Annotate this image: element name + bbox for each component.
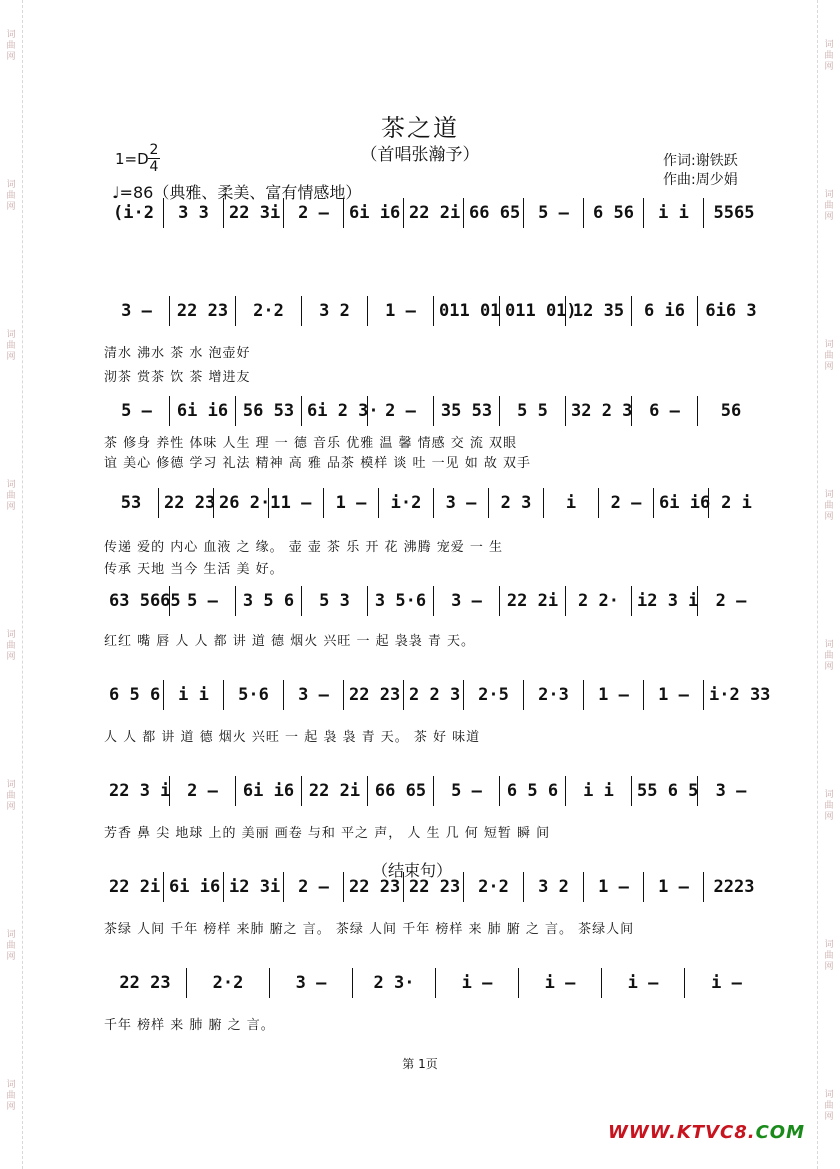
notation-line bbox=[104, 488, 768, 522]
measure: 5 – bbox=[524, 198, 584, 228]
lyric-line: 芳香 鼻 尖 地球 上的 美丽 画卷 与和 平之 声， 人 生 几 何 短暂 瞬 间 bbox=[104, 826, 551, 841]
measure: 2 – bbox=[170, 776, 236, 806]
measure: 6 5 6 bbox=[104, 680, 164, 710]
measure: 22 23 bbox=[344, 872, 404, 902]
measure: 2 3· bbox=[353, 968, 436, 998]
measure: 6 56 bbox=[584, 198, 644, 228]
lyric-line: 千年 榜样 来 肺 腑 之 言。 bbox=[104, 1018, 275, 1033]
measure: i·2 33 bbox=[709, 685, 771, 705]
lyric-line: 沏茶 赏茶 饮 茶 增进友 bbox=[104, 370, 251, 385]
measure: 3 2 bbox=[524, 872, 584, 902]
measure: 6i i6 bbox=[344, 198, 404, 228]
watermark-text: 词曲网 bbox=[6, 630, 16, 662]
measure: 22 2i bbox=[500, 586, 566, 616]
lyric-line: 红红 嘴 唇 人 人 都 讲 道 德 烟火 兴旺 一 起 袅袅 青 天。 bbox=[104, 634, 475, 649]
measure: 3 2 bbox=[302, 296, 368, 326]
measure: 56 53 bbox=[236, 396, 302, 426]
notation-line bbox=[104, 296, 768, 330]
measure: 3 – bbox=[270, 968, 353, 998]
measure: 1 – bbox=[584, 680, 644, 710]
measure: i2 3 i bbox=[632, 586, 698, 616]
measure: 63 5665 bbox=[104, 586, 170, 616]
lyricist-credit: 作词:谢铁跃 bbox=[663, 153, 738, 169]
measure: 22 2i bbox=[302, 776, 368, 806]
left-margin-strip bbox=[0, 0, 23, 1169]
measure: 1 – bbox=[368, 296, 434, 326]
measure: 6i i6 bbox=[654, 488, 709, 518]
measure: (i·2 bbox=[104, 198, 164, 228]
measure: i i bbox=[644, 198, 704, 228]
measure: 22 23 bbox=[159, 488, 214, 518]
notation-line bbox=[104, 198, 768, 232]
watermark-text: 词曲网 bbox=[824, 190, 834, 222]
site-domain-part: COM bbox=[755, 1122, 806, 1143]
watermark-text: 词曲网 bbox=[6, 30, 16, 62]
measure: i – bbox=[602, 968, 685, 998]
measure: i bbox=[544, 488, 599, 518]
measure: 22 2i bbox=[404, 198, 464, 228]
measure: 6i6 3 bbox=[705, 301, 757, 321]
notation-line bbox=[104, 680, 771, 714]
composer-credit: 作曲:周少娟 bbox=[663, 172, 738, 188]
key-signature: 1=D bbox=[115, 150, 149, 168]
measure: 6i i6 bbox=[170, 396, 236, 426]
measure: 3 5·6 bbox=[368, 586, 434, 616]
measure: 2·2 bbox=[464, 872, 524, 902]
meter-top: 2 bbox=[149, 142, 159, 158]
measure: 2·5 bbox=[464, 680, 524, 710]
lyric-line: 谊 美心 修德 学习 礼法 精神 高 雅 品茶 模样 谈 吐 一见 如 故 双手 bbox=[104, 456, 531, 471]
measure: 1 – bbox=[324, 488, 379, 518]
ending-section-label: （结束句） bbox=[372, 861, 453, 880]
tempo-marking: ♩=86（典雅、柔美、富有情感地） bbox=[112, 183, 362, 202]
watermark-text: 词曲网 bbox=[6, 930, 16, 962]
measure: 6 5 6 bbox=[500, 776, 566, 806]
measure: 2 3 bbox=[489, 488, 544, 518]
watermark-text: 词曲网 bbox=[824, 1090, 834, 1122]
lyric-line: 茶 修身 养性 体味 人生 理 一 德 音乐 优雅 温 馨 情感 交 流 双眼 bbox=[104, 436, 517, 451]
site-name-part: WWW.KTVC8. bbox=[608, 1122, 756, 1143]
measure: 22 2i bbox=[104, 872, 164, 902]
watermark-text: 词曲网 bbox=[824, 940, 834, 972]
measure: 35 53 bbox=[434, 396, 500, 426]
measure: 3 – bbox=[284, 680, 344, 710]
meter-bottom: 4 bbox=[149, 159, 159, 175]
measure: 1 – bbox=[584, 872, 644, 902]
measure: 6i 2 3· bbox=[302, 396, 368, 426]
measure: 22 3 i bbox=[104, 776, 170, 806]
measure: 6 – bbox=[632, 396, 698, 426]
watermark-text: 词曲网 bbox=[6, 180, 16, 212]
measure: 2223 bbox=[713, 877, 755, 897]
measure: i – bbox=[436, 968, 519, 998]
measure: 1 – bbox=[644, 680, 704, 710]
measure: 22 23 bbox=[344, 680, 404, 710]
measure: 56 bbox=[720, 401, 742, 421]
measure: 6i i6 bbox=[164, 872, 224, 902]
measure: 53 bbox=[104, 488, 159, 518]
lyric-line: 传递 爱的 内心 血液 之 缘。 壶 壶 茶 乐 开 花 沸腾 宠爱 一 生 bbox=[104, 540, 503, 555]
time-signature bbox=[148, 142, 160, 175]
watermark-text: 词曲网 bbox=[6, 330, 16, 362]
notation-line bbox=[104, 586, 768, 620]
measure: 3 – bbox=[104, 296, 170, 326]
measure: 5 5 bbox=[500, 396, 566, 426]
lyric-line: 茶绿 人间 千年 榜样 来肺 腑之 言。 茶绿 人间 千年 榜样 来 肺 腑 之 言。 茶绿人间 bbox=[104, 922, 635, 937]
notation-line bbox=[104, 776, 768, 810]
measure: 2·3 bbox=[524, 680, 584, 710]
lyric-line: 人 人 都 讲 道 德 烟火 兴旺 一 起 袅 袅 青 天。 茶 好 味道 bbox=[104, 730, 481, 745]
measure: 2·2 bbox=[187, 968, 270, 998]
measure: 3 5 6 bbox=[236, 586, 302, 616]
measure: 2 – bbox=[599, 488, 654, 518]
lyric-line: 传承 天地 当今 生活 美 好。 bbox=[104, 562, 284, 577]
measure: 66 65 bbox=[368, 776, 434, 806]
notation-line bbox=[104, 968, 768, 1002]
site-watermark bbox=[608, 1122, 805, 1143]
measure: 6i i6 bbox=[236, 776, 302, 806]
right-margin-strip bbox=[817, 0, 840, 1169]
measure: 2 2 3 bbox=[404, 680, 464, 710]
measure: i·2 bbox=[379, 488, 434, 518]
measure: 2 2· bbox=[566, 586, 632, 616]
page-number: 第 1页 bbox=[402, 1057, 438, 1071]
watermark-text: 词曲网 bbox=[824, 340, 834, 372]
measure: 2·2 bbox=[236, 296, 302, 326]
watermark-text: 词曲网 bbox=[6, 780, 16, 812]
watermark-text: 词曲网 bbox=[824, 490, 834, 522]
measure: 3 – bbox=[715, 781, 747, 801]
measure: 22 3i bbox=[224, 198, 284, 228]
measure: 32 2 3 bbox=[566, 396, 632, 426]
watermark-text: 词曲网 bbox=[824, 640, 834, 672]
measure: 5 – bbox=[170, 586, 236, 616]
measure: 011 01) bbox=[500, 296, 566, 326]
measure: 1 – bbox=[269, 488, 324, 518]
watermark-text: 词曲网 bbox=[824, 790, 834, 822]
measure: 3 – bbox=[434, 488, 489, 518]
credits bbox=[663, 152, 738, 190]
measure: 6 i6 bbox=[632, 296, 698, 326]
measure: i2 3i bbox=[224, 872, 284, 902]
measure: i – bbox=[519, 968, 602, 998]
measure: 011 01 bbox=[434, 296, 500, 326]
measure: 5 – bbox=[434, 776, 500, 806]
measure: 5·6 bbox=[224, 680, 284, 710]
lyric-line: 清水 沸水 茶 水 泡壶好 bbox=[104, 346, 251, 361]
measure: 5 – bbox=[104, 396, 170, 426]
measure: 22 23 bbox=[104, 968, 187, 998]
watermark-text: 词曲网 bbox=[6, 1080, 16, 1112]
measure: 66 65 bbox=[464, 198, 524, 228]
measure: 2 – bbox=[284, 198, 344, 228]
notation-line bbox=[104, 396, 768, 430]
measure: 5565 bbox=[713, 203, 755, 223]
watermark-text: 词曲网 bbox=[6, 480, 16, 512]
song-subtitle: （首唱张瀚予） bbox=[360, 145, 480, 165]
measure: 2 – bbox=[284, 872, 344, 902]
measure: 2 i bbox=[721, 493, 752, 513]
measure: 2 – bbox=[368, 396, 434, 426]
measure: i – bbox=[711, 973, 742, 993]
watermark-text: 词曲网 bbox=[824, 40, 834, 72]
measure: 12 35 bbox=[566, 296, 632, 326]
measure: 55 6 5 bbox=[632, 776, 698, 806]
measure: i i bbox=[164, 680, 224, 710]
measure: 22 23 bbox=[404, 872, 464, 902]
measure: 3 3 bbox=[164, 198, 224, 228]
song-title: 茶之道 bbox=[381, 114, 459, 142]
measure: 26 2·1 bbox=[214, 488, 269, 518]
measure: 3 – bbox=[434, 586, 500, 616]
measure: 22 23 bbox=[170, 296, 236, 326]
measure: 1 – bbox=[644, 872, 704, 902]
measure: 2 – bbox=[715, 591, 747, 611]
measure: 5 3 bbox=[302, 586, 368, 616]
measure: i i bbox=[566, 776, 632, 806]
